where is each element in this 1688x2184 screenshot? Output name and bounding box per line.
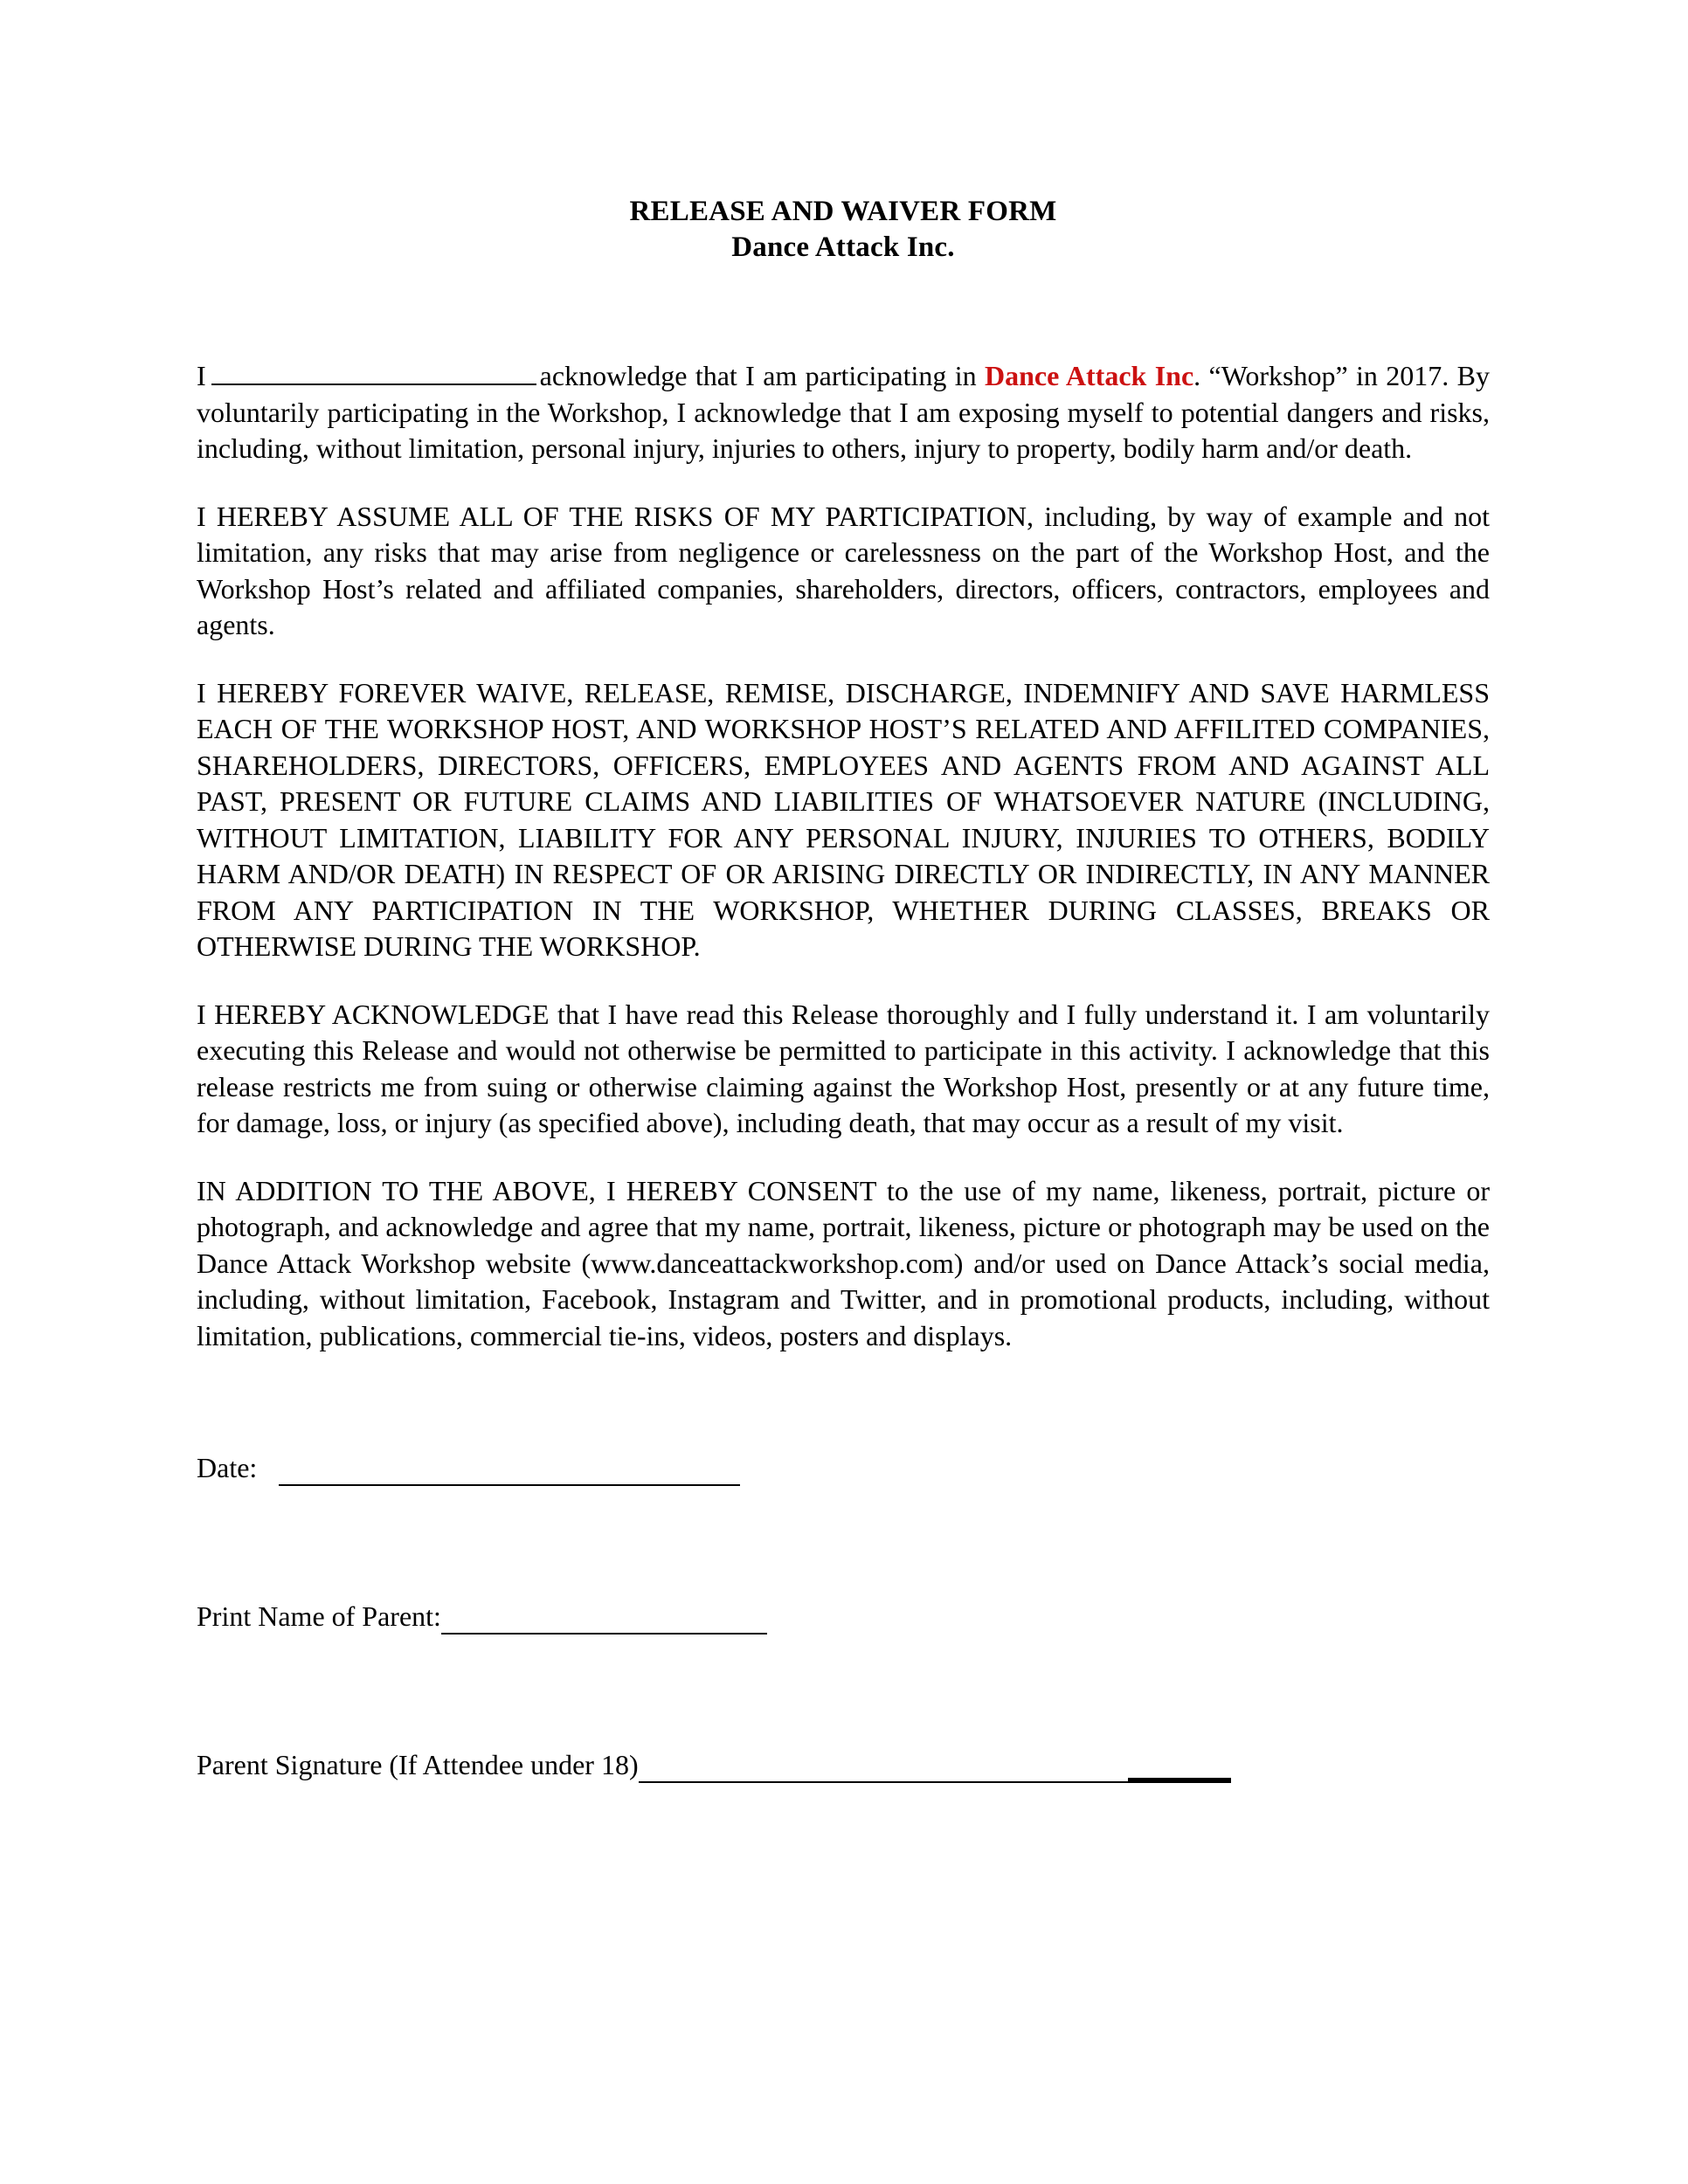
brand-name-inline: Dance Attack Inc bbox=[985, 360, 1194, 391]
document-title: RELEASE AND WAIVER FORM bbox=[629, 196, 1057, 227]
parent-signature-field-row bbox=[197, 1747, 1490, 1783]
document-subtitle: Dance Attack Inc. bbox=[731, 232, 955, 263]
paragraph-participation bbox=[197, 358, 1490, 467]
participation-text-a: acknowledge that I am participating in bbox=[539, 360, 985, 391]
print-name-input-line[interactable] bbox=[441, 1607, 767, 1635]
parent-signature-line-tail bbox=[1128, 1752, 1231, 1783]
print-name-field-row bbox=[197, 1599, 1490, 1635]
paragraph-assume-risks: I HEREBY ASSUME ALL OF THE RISKS OF MY PARTICIPATION, including, by way of example and not limitation, any risks that may arise from negligence or carelessness on the part of the Workshop Host, and the Workshop Host’s related and affiliated companies, shareholders, directors, officers, contractors, employees and agents. bbox=[197, 500, 1490, 640]
date-field-row bbox=[197, 1450, 1490, 1486]
print-name-label: Print Name of Parent: bbox=[197, 1600, 441, 1632]
participant-name-prefix: I bbox=[197, 360, 206, 391]
parent-signature-label: Parent Signature (If Attendee under 18) bbox=[197, 1749, 639, 1780]
signature-section bbox=[197, 1450, 1490, 1783]
date-label: Date: bbox=[197, 1452, 258, 1483]
document-content bbox=[197, 0, 1490, 1783]
parent-signature-input-line[interactable] bbox=[639, 1755, 1128, 1783]
date-input-line[interactable] bbox=[279, 1458, 740, 1486]
paragraph-acknowledge: I HEREBY ACKNOWLEDGE that I have read this Release thoroughly and I fully understand it. I am voluntarily executing this Release and would not otherwise be permitted to participate in this activity. I acknowledge that this release restricts me from suing or otherwise claiming against the Workshop Host, presently or at any future time, for damage, loss, or injury (as specified above), including death, that may occur as a result of my visit. bbox=[197, 998, 1490, 1138]
document-header bbox=[197, 194, 1490, 266]
participation-text-b: . “Workshop” in 2017. By voluntarily participating in the Workshop, I acknowledge that I am exposing myself to potential dangers and risks, including, without limitation, personal injury, injuries to others, injury to property, bodily harm and/or death. bbox=[197, 360, 1491, 464]
document-body bbox=[197, 358, 1490, 1354]
paragraph-waiver-release: I HEREBY FOREVER WAIVE, RELEASE, REMISE, DISCHARGE, INDEMNIFY AND SAVE HARMLESS EACH OF THE WORKSHOP HOST, AND WORKSHOP HOST’S RELATED AND AFFILITED COMPANIES, SHAREHOLDERS, DIRECTORS, OFFICERS, EMPLOYEES AND AGENTS FROM AND AGAINST ALL PAST, PRESENT OR FUTURE CLAIMS AND LIABILITIES OF WHATSOEVER NATURE (INCLUDING, WITHOUT LIMITATION, LIABILITY FOR ANY PERSONAL INJURY, INJURIES TO OTHERS, BODILY HARM AND/OR DEATH) IN RESPECT OF OR ARISING DIRECTLY OR INDIRECTLY, IN ANY MANNER FROM ANY PARTICIPATION IN THE WORKSHOP, WHETHER DURING CLASSES, BREAKS OR OTHERWISE DURING THE WORKSHOP. bbox=[197, 676, 1490, 962]
participant-name-blank[interactable] bbox=[211, 363, 536, 385]
paragraph-media-consent: IN ADDITION TO THE ABOVE, I HEREBY CONSENT to the use of my name, likeness, portrait, picture or photograph, and acknowledge and agree that my name, portrait, likeness, picture or photograph may be used on the Dance Attack Workshop website (www.danceattackworkshop.com) and/or used on Dance Attack’s social media, including, without limitation, Facebook, Instagram and Twitter, and in promotional products, including, without limitation, publications, commercial tie-ins, videos, posters and displays. bbox=[197, 1174, 1490, 1351]
